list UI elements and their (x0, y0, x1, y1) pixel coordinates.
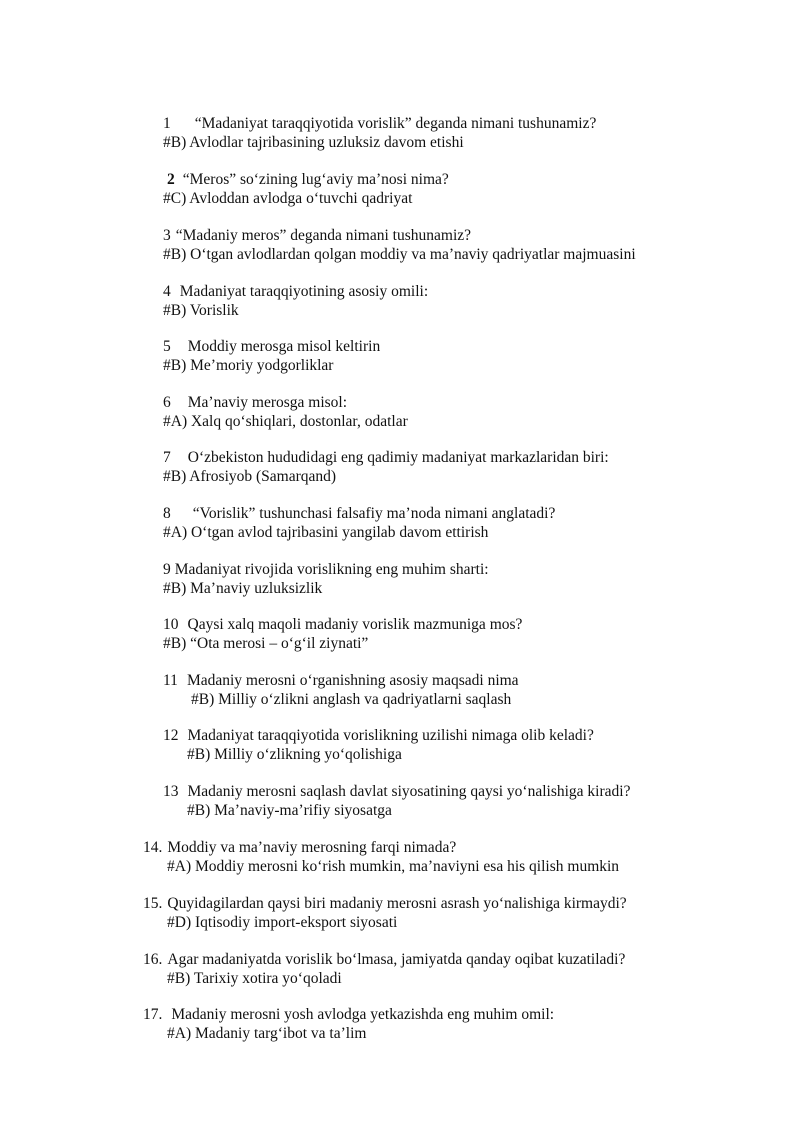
question-item-12 (163, 726, 594, 764)
answer-text: #B) Me’moriy yodgorliklar (163, 357, 334, 374)
question-item-14 (143, 838, 619, 876)
answer-text: #B) “Ota merosi – o‘g‘il ziynati” (163, 635, 369, 652)
answer-text: #B) Vorislik (163, 302, 239, 319)
answer-text: #B) Afrosiyob (Samarqand) (163, 468, 337, 485)
answer-text: #B) Avlodlar tajribasining uzluksiz davom etishi (163, 134, 464, 151)
question-text: 9 Madaniyat rivojida vorislikning eng muhim sharti: (163, 561, 489, 578)
answer-text: #D) Iqtisodiy import-eksport siyosati (167, 914, 398, 931)
question-item-2 (163, 170, 449, 208)
question-text: 1 “Madaniyat taraqqiyotida vorislik” deganda nimani tushunamiz? (163, 115, 597, 132)
question-text: 7 O‘zbekiston hududidagi eng qadimiy madaniyat markazlaridan biri: (163, 449, 609, 466)
question-item-4 (163, 282, 428, 320)
question-item-8 (163, 504, 555, 542)
question-text: 5 Moddiy merosga misol keltirin (163, 338, 381, 355)
question-text: 16. Agar madaniyatda vorislik bo‘lmasa, jamiyatda qanday oqibat kuzatiladi? (143, 951, 626, 968)
question-text: 15. Quyidagilardan qaysi biri madaniy merosni asrash yo‘nalishiga kirmaydi? (143, 895, 627, 912)
answer-text: #B) Ma’naviy uzluksizlik (163, 580, 323, 597)
question-text: 13 Madaniy merosni saqlash davlat siyosatining qaysi yo‘nalishiga kiradi? (163, 783, 631, 800)
question-text: 2 “Meros” so‘zining lug‘aviy ma’nosi nima? (167, 171, 449, 188)
question-text: 17. Madaniy merosni yosh avlodga yetkazishda eng muhim omil: (143, 1006, 555, 1023)
question-item-5 (163, 337, 380, 375)
question-item-9 (163, 560, 489, 598)
question-item-15 (143, 894, 627, 932)
answer-text: #B) Tarixiy xotira yo‘qoladi (167, 970, 342, 987)
question-item-13 (163, 782, 630, 820)
answer-text: #C) Avloddan avlodga o‘tuvchi qadriyat (163, 190, 413, 207)
question-text: 10 Qaysi xalq maqoli madaniy vorislik mazmuniga mos? (163, 616, 523, 633)
answer-text: #B) O‘tgan avlodlardan qolgan moddiy va ma’naviy qadriyatlar majmuasini (163, 246, 636, 263)
answer-text: #A) Madaniy targ‘ibot va ta’lim (167, 1025, 367, 1042)
question-text: 8 “Vorislik” tushunchasi falsafiy ma’noda nimani anglatadi? (163, 505, 556, 522)
question-item-17 (143, 1005, 554, 1043)
question-item-11 (163, 671, 519, 709)
question-item-16 (143, 950, 625, 988)
question-text: 4 Madaniyat taraqqiyotining asosiy omili: (163, 283, 429, 300)
answer-text: #A) Xalq qo‘shiqlari, dostonlar, odatlar (163, 413, 408, 430)
question-item-1 (163, 114, 596, 152)
question-text: 12 Madaniyat taraqqiyotida vorislikning uzilishi nimaga olib keladi? (163, 727, 594, 744)
question-item-10 (163, 615, 522, 653)
answer-text: #A) O‘tgan avlod tajribasini yangilab davom ettirish (163, 524, 489, 541)
answer-text: #B) Ma’naviy-ma’rifiy siyosatga (187, 802, 392, 819)
question-text: 14. Moddiy va ma’naviy merosning farqi nimada? (143, 839, 457, 856)
question-text: 3 “Madaniy meros” deganda nimani tushunamiz? (163, 227, 472, 244)
answer-text: #A) Moddiy merosni ko‘rish mumkin, ma’naviyni esa his qilish mumkin (167, 858, 620, 875)
question-item-6 (163, 393, 408, 431)
question-item-7 (163, 448, 609, 486)
question-text: 11 Madaniy merosni o‘rganishning asosiy maqsadi nima (163, 672, 519, 689)
answer-text: #B) Milliy o‘zlikning yo‘qolishiga (187, 746, 402, 763)
question-item-3 (163, 226, 636, 264)
question-text: 6 Ma’naviy merosga misol: (163, 394, 348, 411)
answer-text: #B) Milliy o‘zlikni anglash va qadriyatlarni saqlash (191, 691, 512, 708)
